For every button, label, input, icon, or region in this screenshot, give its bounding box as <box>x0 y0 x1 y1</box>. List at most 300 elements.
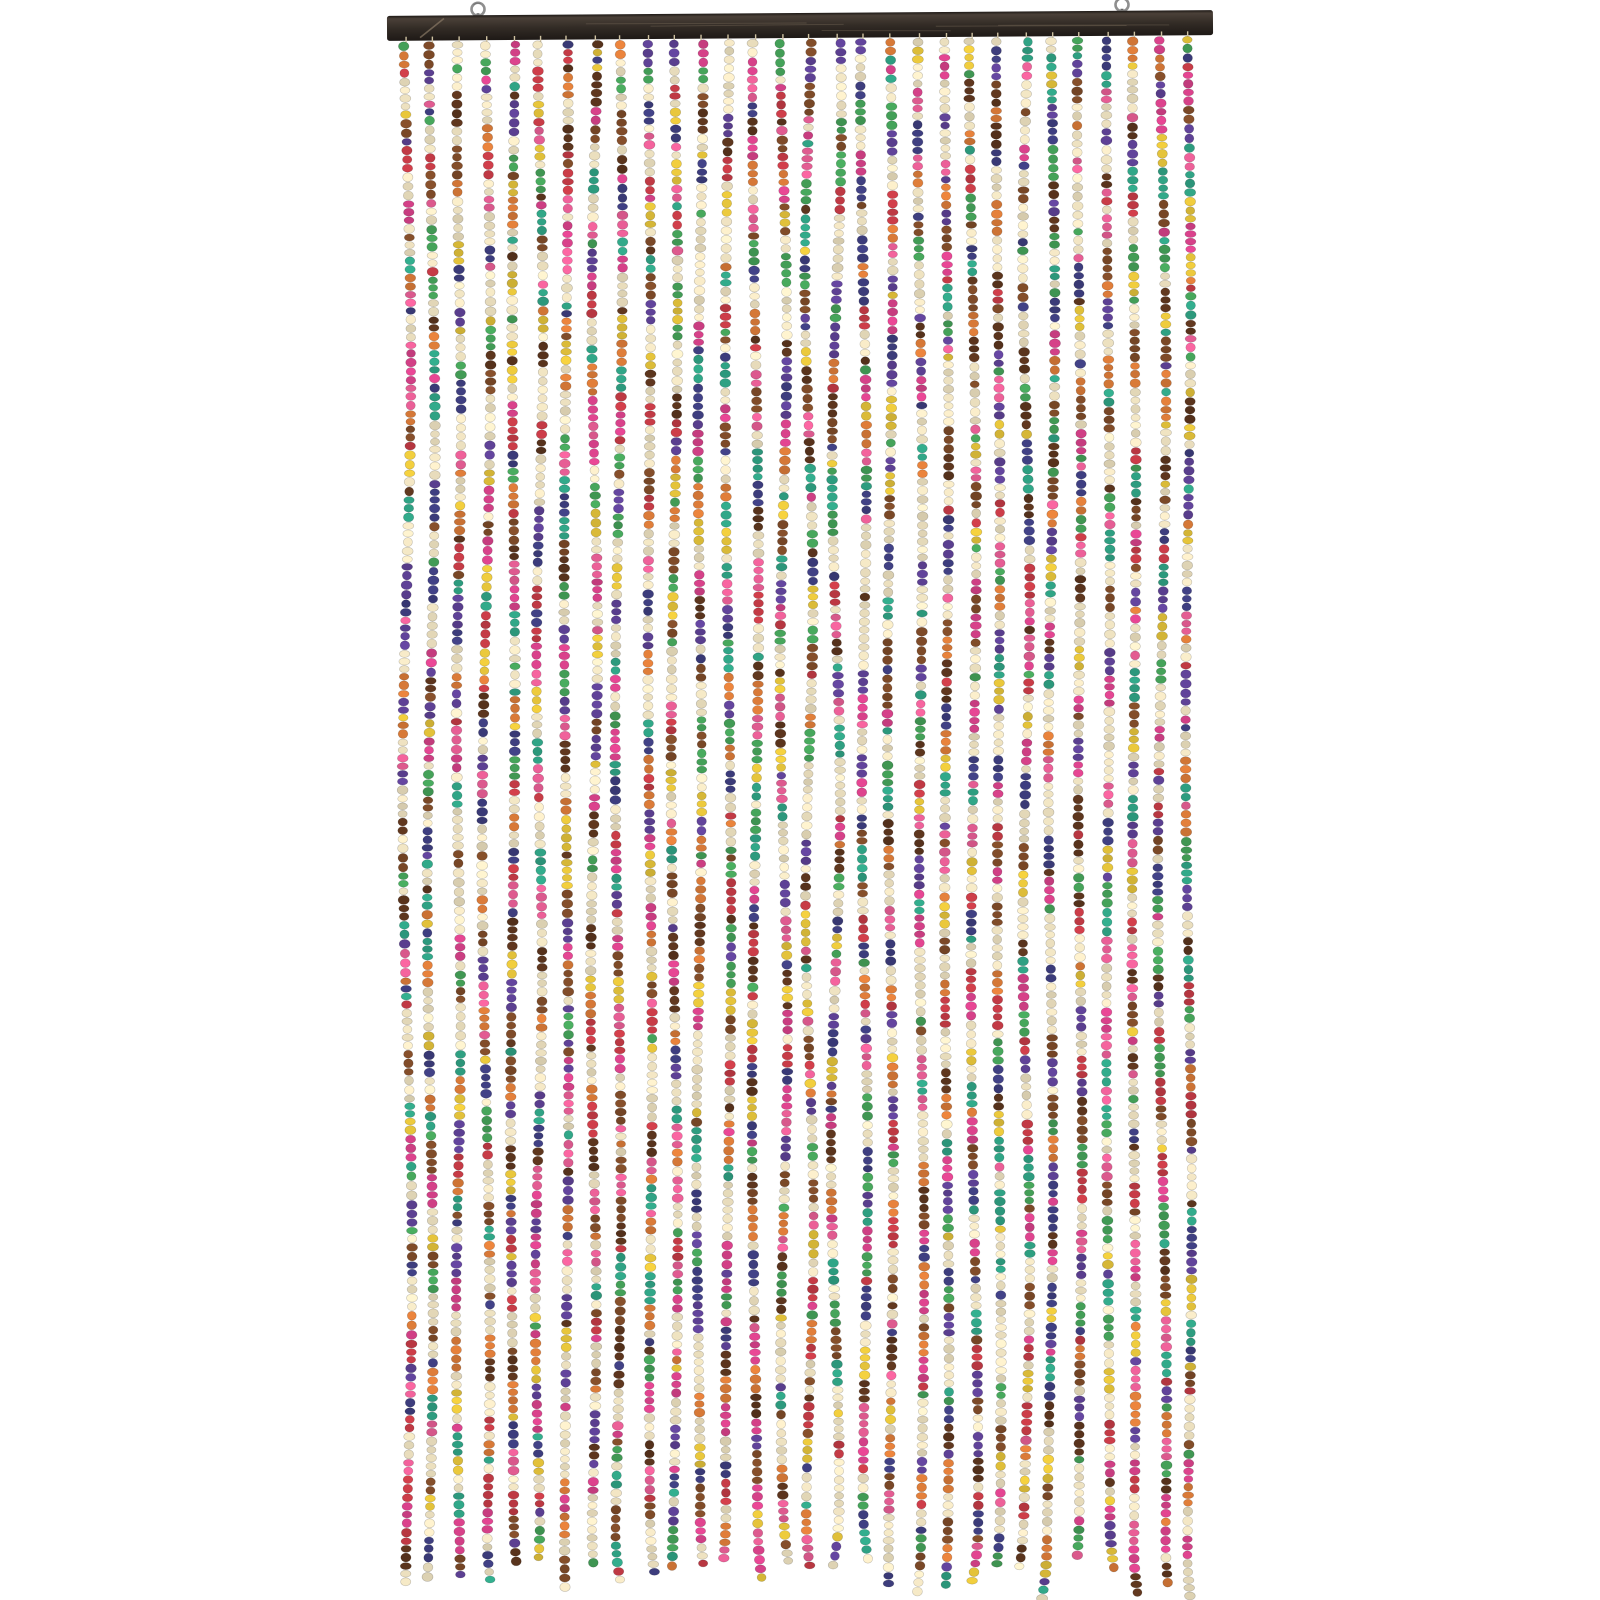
bead <box>750 300 759 308</box>
bead <box>509 796 520 804</box>
bead <box>646 300 656 308</box>
bead <box>644 478 655 485</box>
bead <box>670 996 679 1005</box>
bead <box>1050 298 1060 306</box>
bead <box>695 612 705 619</box>
bead <box>1105 1513 1116 1520</box>
bead <box>451 726 462 735</box>
bead <box>430 462 440 470</box>
bead <box>914 229 924 236</box>
bead <box>971 459 981 466</box>
bead <box>451 1372 462 1380</box>
bead <box>725 737 734 744</box>
bead <box>564 1140 573 1149</box>
bead <box>537 439 546 446</box>
bead <box>721 1446 730 1453</box>
bead <box>645 1289 656 1297</box>
bead <box>723 130 732 137</box>
bead <box>1047 537 1057 546</box>
bead <box>563 41 574 49</box>
bead <box>726 888 736 896</box>
bead <box>407 349 416 357</box>
bead <box>969 328 978 336</box>
bead <box>970 398 980 407</box>
bead <box>478 931 487 938</box>
bead <box>747 983 758 992</box>
bead <box>647 1008 658 1016</box>
bead <box>643 633 653 642</box>
bead <box>748 1055 757 1063</box>
bead <box>669 1497 679 1506</box>
bead <box>883 571 894 580</box>
bead <box>919 1220 930 1229</box>
bead <box>1130 322 1140 329</box>
bead <box>943 1190 952 1197</box>
bead <box>916 1007 925 1016</box>
bead <box>646 1537 657 1545</box>
bead <box>644 101 653 108</box>
bead <box>781 261 792 269</box>
bead <box>828 1249 838 1258</box>
bead <box>863 1157 872 1165</box>
bead <box>917 486 927 495</box>
bead <box>452 791 462 800</box>
bead <box>888 243 897 250</box>
bead <box>428 1301 439 1308</box>
bead <box>507 994 516 1002</box>
bead <box>1104 683 1114 690</box>
bead <box>403 1459 413 1466</box>
bead <box>800 891 810 900</box>
bead <box>775 612 786 620</box>
bead <box>1073 687 1084 695</box>
bead <box>425 1519 435 1528</box>
bead <box>586 1060 596 1068</box>
bead <box>829 1293 840 1300</box>
bead <box>508 881 518 889</box>
bead <box>967 1073 976 1081</box>
bead <box>563 265 572 274</box>
bead <box>828 511 838 519</box>
bead <box>592 40 603 48</box>
bead <box>1025 1283 1035 1291</box>
bead <box>454 1146 463 1153</box>
bead <box>589 1460 598 1468</box>
bead <box>533 576 543 585</box>
bead <box>777 764 786 772</box>
bead <box>782 1110 792 1117</box>
bead <box>944 426 954 435</box>
bead <box>536 177 546 185</box>
bead <box>536 1041 546 1049</box>
bead <box>538 271 548 280</box>
bead <box>884 1498 894 1505</box>
bead <box>863 1208 873 1217</box>
bead <box>943 1241 954 1250</box>
bead <box>617 315 627 323</box>
bead <box>1018 923 1029 930</box>
bead <box>1130 615 1140 624</box>
bead <box>1102 927 1111 936</box>
bead <box>750 886 759 894</box>
bead <box>530 1339 541 1348</box>
bead <box>991 89 1001 98</box>
bead <box>782 340 792 347</box>
bead <box>404 1095 414 1102</box>
bead <box>451 1355 461 1363</box>
bead-strand <box>1072 32 1088 1560</box>
bead <box>669 968 680 977</box>
bead <box>942 696 952 703</box>
bead <box>615 1064 626 1073</box>
bead <box>801 964 811 972</box>
bead <box>1102 281 1113 290</box>
bead <box>777 136 788 145</box>
bead <box>725 47 734 55</box>
bead <box>883 752 893 760</box>
bead <box>454 249 463 257</box>
bead <box>407 1294 418 1302</box>
bead <box>915 938 924 947</box>
bead <box>721 466 731 475</box>
bead <box>944 1406 953 1415</box>
bead <box>884 1473 894 1480</box>
bead <box>611 590 621 599</box>
bead <box>586 1036 595 1044</box>
bead <box>833 908 843 916</box>
bead <box>401 581 412 590</box>
bead <box>863 1173 873 1182</box>
bead <box>916 1046 926 1055</box>
bead <box>428 595 437 603</box>
bead <box>968 268 977 276</box>
bead <box>648 1062 657 1071</box>
bead <box>397 763 408 770</box>
bead <box>917 367 926 376</box>
bead <box>1131 422 1141 429</box>
bead <box>695 227 706 235</box>
bead <box>857 788 867 797</box>
bead <box>586 1085 597 1094</box>
bead <box>886 83 897 92</box>
bead <box>807 1125 816 1134</box>
bead <box>644 109 655 117</box>
bead <box>722 1224 732 1232</box>
bead <box>1024 1242 1035 1249</box>
bead <box>1046 983 1056 991</box>
bead <box>857 845 867 854</box>
bead <box>692 1108 701 1117</box>
bead <box>670 1450 680 1458</box>
bead <box>775 638 786 645</box>
bead <box>807 679 817 687</box>
bead <box>1048 1077 1058 1086</box>
bead <box>1131 530 1142 539</box>
bead <box>1104 493 1115 502</box>
bead <box>1101 197 1112 205</box>
bead <box>617 146 627 155</box>
bead <box>942 284 952 292</box>
bead <box>943 354 953 361</box>
bead <box>511 1557 521 1566</box>
bead <box>645 228 656 236</box>
bead <box>1015 1563 1025 1570</box>
bead <box>427 1385 438 1394</box>
bead <box>1102 982 1111 991</box>
bead <box>748 170 758 177</box>
bead <box>480 1022 490 1030</box>
bead <box>782 942 792 950</box>
bead <box>672 239 683 246</box>
bead <box>455 501 465 510</box>
bead <box>885 916 895 924</box>
bead <box>808 1161 818 1169</box>
bead <box>720 414 730 422</box>
bead <box>480 639 490 648</box>
bead <box>510 637 520 645</box>
bead <box>486 335 496 343</box>
bead <box>485 1317 496 1325</box>
bead <box>1024 511 1034 518</box>
bead <box>719 1547 729 1554</box>
bead <box>593 594 602 602</box>
bead <box>913 64 923 71</box>
bead <box>422 894 432 901</box>
bead <box>478 700 489 709</box>
bead <box>455 1068 465 1076</box>
bead <box>398 729 408 738</box>
bead <box>1074 696 1084 704</box>
bead <box>912 137 923 146</box>
bead <box>615 402 626 411</box>
bead <box>405 1424 414 1432</box>
bead <box>590 1223 600 1232</box>
bead <box>995 1498 1005 1507</box>
bead <box>563 1222 573 1231</box>
bead <box>805 704 816 713</box>
bead <box>452 1227 463 1234</box>
bead <box>667 1562 677 1571</box>
bead <box>398 880 408 887</box>
bead <box>942 210 952 218</box>
bead <box>537 997 547 1006</box>
bead <box>1025 1266 1035 1274</box>
bead-strand <box>666 35 684 1571</box>
bead <box>912 1587 922 1596</box>
bead <box>672 1372 682 1380</box>
bead <box>1128 210 1138 217</box>
bead <box>994 739 1003 746</box>
bead <box>859 1529 869 1536</box>
bead <box>992 832 1002 841</box>
bead <box>508 1414 518 1421</box>
bead <box>858 1464 868 1473</box>
bead <box>832 950 841 958</box>
bead <box>888 1225 899 1232</box>
bead <box>913 213 924 221</box>
bead <box>648 1053 657 1061</box>
bead <box>477 817 488 824</box>
bead <box>646 1193 657 1202</box>
bead <box>400 69 409 78</box>
bead <box>860 1362 870 1370</box>
bead <box>775 58 784 67</box>
bead <box>943 575 952 584</box>
bead <box>645 1390 654 1397</box>
bead <box>429 558 439 567</box>
bead <box>592 538 601 546</box>
bead <box>748 1010 758 1019</box>
bead <box>538 281 548 289</box>
bead <box>694 331 703 338</box>
bead <box>1131 522 1141 529</box>
bead <box>753 1519 763 1528</box>
bead <box>801 1509 811 1518</box>
bead <box>996 1266 1006 1273</box>
bead <box>537 1014 546 1023</box>
bead <box>695 636 706 644</box>
bead <box>508 476 519 483</box>
bead <box>1076 1238 1087 1246</box>
bead <box>1049 1190 1058 1197</box>
bead <box>967 1056 977 1065</box>
bead <box>721 1470 731 1478</box>
bead <box>753 490 763 499</box>
bead <box>833 1369 842 1377</box>
bead <box>919 1357 929 1364</box>
bead <box>402 1009 412 1017</box>
bead-strand <box>1101 32 1119 1572</box>
bead <box>693 1310 704 1317</box>
bead <box>484 170 494 179</box>
bead <box>485 1576 495 1583</box>
bead <box>614 970 624 977</box>
bead <box>1075 943 1085 952</box>
bead <box>725 1060 736 1069</box>
bead <box>834 1449 843 1458</box>
bead <box>944 568 953 575</box>
bead <box>508 500 519 508</box>
bead <box>992 245 1002 254</box>
bead <box>783 1018 793 1026</box>
bead <box>645 1321 656 1330</box>
bead <box>560 1463 570 1470</box>
bead <box>482 1126 491 1133</box>
bead <box>611 884 621 891</box>
bead <box>1019 835 1029 842</box>
bead <box>971 1310 982 1318</box>
bead <box>1105 593 1114 602</box>
bead <box>1048 181 1059 189</box>
bead <box>480 1040 490 1048</box>
bead <box>749 257 760 265</box>
bead <box>589 802 600 811</box>
bead <box>993 782 1003 789</box>
bead <box>833 891 844 899</box>
bead <box>615 1055 625 1064</box>
bead <box>587 1534 597 1541</box>
bead <box>833 238 844 245</box>
bead <box>406 1144 416 1153</box>
bead <box>510 689 521 696</box>
bead <box>942 1111 952 1119</box>
bead <box>1022 47 1033 54</box>
bead <box>830 342 840 350</box>
bead <box>454 1475 463 1483</box>
bead <box>644 747 653 754</box>
bead <box>1104 1437 1115 1444</box>
bead <box>454 587 463 594</box>
bead <box>805 729 816 737</box>
bead <box>407 1285 417 1293</box>
bead <box>1025 1223 1034 1232</box>
bead <box>720 423 731 432</box>
bead <box>832 1378 842 1386</box>
bead <box>993 790 1003 798</box>
bead <box>429 540 439 548</box>
bead <box>589 1179 600 1188</box>
bead <box>940 902 950 911</box>
bead <box>589 449 598 458</box>
bead <box>671 1064 681 1072</box>
bead <box>588 222 597 231</box>
bead <box>966 1049 976 1056</box>
bead <box>672 256 683 265</box>
bead <box>917 1457 927 1466</box>
bead <box>940 919 950 928</box>
bead <box>510 73 520 81</box>
bead <box>693 491 704 500</box>
bead <box>559 644 570 651</box>
bead <box>835 758 846 766</box>
bead <box>1047 1058 1057 1067</box>
bead <box>994 332 1003 340</box>
bead <box>536 893 547 902</box>
bead <box>857 736 867 745</box>
bead <box>423 928 432 937</box>
bead <box>1104 725 1115 733</box>
bead <box>590 776 601 785</box>
bead <box>559 652 570 660</box>
bead <box>780 1171 790 1178</box>
bead <box>917 392 926 401</box>
bead <box>692 1065 703 1074</box>
bead <box>1049 1119 1058 1127</box>
bead <box>919 1349 929 1356</box>
bead <box>967 1144 978 1152</box>
bead <box>944 1364 954 1371</box>
bead <box>673 1228 682 1237</box>
bead <box>587 371 597 378</box>
bead <box>913 120 922 129</box>
bead <box>992 903 1003 911</box>
bead <box>970 622 981 630</box>
bead <box>587 1068 596 1076</box>
bead <box>453 595 464 602</box>
bead <box>695 605 704 612</box>
bead <box>539 342 548 351</box>
bead <box>722 605 733 614</box>
bead <box>483 1560 493 1568</box>
bead <box>1043 1484 1054 1492</box>
bead <box>453 207 462 214</box>
bead <box>779 855 789 862</box>
bead <box>1049 401 1060 409</box>
bead <box>1074 1535 1084 1542</box>
bead <box>480 1048 490 1055</box>
bead <box>802 155 813 162</box>
bead <box>807 502 817 511</box>
